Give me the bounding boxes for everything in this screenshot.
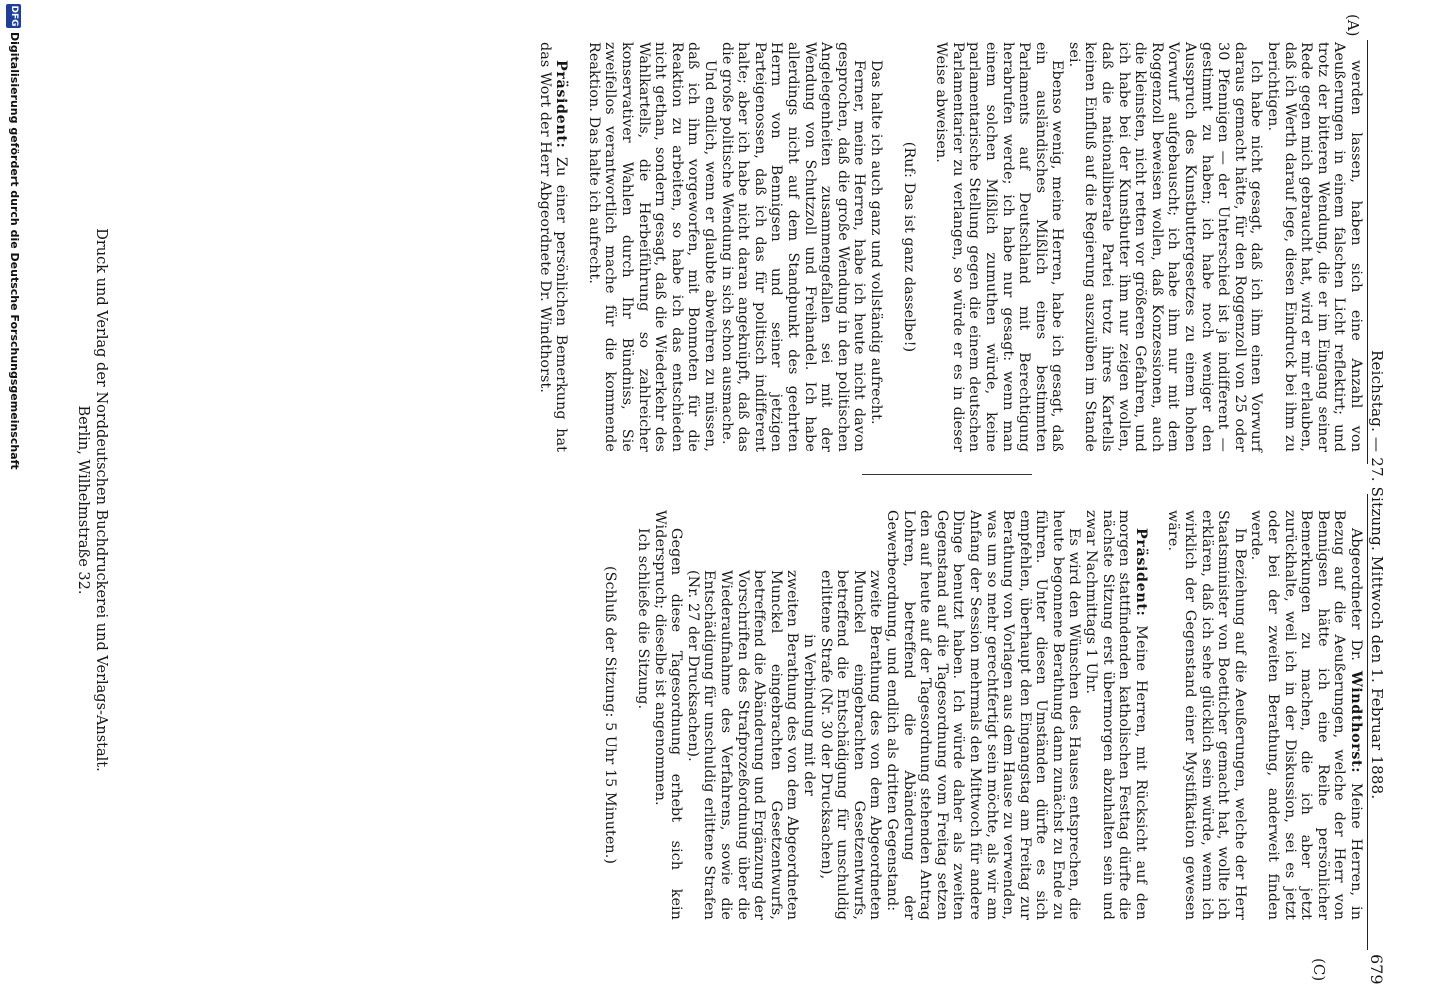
left-column [536,42,1364,452]
paragraph: In Beziehung auf die Aeußerungen, welche der Herr Staatsminister von Boetticher gemacht hat, wollte ich erklären, daß ich sehe glücklich sein würde, wenn ich wirklich der Gegenstand einer Mystifikation gewesen wäre. [1165,510,1248,920]
interjection: (Ruf: Das ist ganz dasselbe!) [900,141,917,353]
dfg-logo-icon: DFG [6,4,21,28]
speaker-text: Zu einer persönlichen Bemerkung hat das Wort der Herr Abgeordnete Dr. Windthorst. [536,42,570,452]
column-divider [862,474,1032,475]
paragraph: Gegen diese Tagesordnung erhebt sich kein Widerspruch; dieselbe ist angenommen. [651,510,685,920]
imprint-line: Berlin, Wilhelmstraße 32. [75,405,91,595]
paragraph: Ferner, meine Herren, habe ich heute nicht davon gesprochen, daß die große Wendung in den politischen Angelegenheiten zusammengefallen sei mit der Wendung von Schutzzoll und Freihandel. Ich habe allerdings nicht auf dem Standpunkt des geehrten Herrn von Bennigsen und seiner jetzigen Parteigenossen, daß ich das für politisch indifferent halte; aber ich habe nicht daran angeknüpft, daß das die große politische Wendung in sich schon ausmache. [718,42,868,452]
speaker-name: Windthorst: [1348,670,1364,774]
header-rule-left [1367,40,1368,464]
funding-footer [4,0,22,1000]
paragraph: Und endlich, wenn er glaubte abwehren zu müssen, daß ich ihm vorgeworfen, mit Bonmoten für die Reaktion zu arbeiten, so habe ich das entschieden nicht gethan, sondern gesagt, daß die Wiederkehr des Wahlkartells, die Herbeiführung so zahlreicher konservativer Wahlen durch Ihr Bündniss, Sie zweifellos verantwortlich mache für die kommende Reaktion. Das halte ich aufrecht. [585,42,719,452]
agenda-item: zweite Berathung des von dem Abgeordneten Munckel eingebrachten Gesetzentwurfs, betreffend die Entschädigung für unschuldig erlittene Strafe (Nr. 30 der Drucksachen), [817,570,884,920]
page-number: 679 [1367,954,1386,985]
speaker-intro: Abgeordneter Dr. [1348,528,1364,662]
paragraph: Ebenso wenig, meine Herren, habe ich gesagt, daß ein ausländisches Mißlich eines bestimmten Parlaments auf Deutschland mit Berechtigung herabrufen werde; ich habe nur gesagt: wenn man einem solchen Mißlich zumuthen würde, keine parlamentarische Stellung gegen die einem deutschen Parlamentarier zu verlangen, so würde er es in dieser Weise abweisen. [933,42,1066,452]
speaker-name: Präsident: [553,60,570,149]
agenda-connector: in Verbindung mit der [801,634,817,796]
funding-notice: Digitalisierung gefördert durch die Deutsche Forschungsgemeinschaft [8,32,21,470]
paragraph: Es wird den Wünschen des Hauses entsprechen, die heute begonnene Berathung dann zunächst zu Ende zu führen. Unter diesen Umständen dürfte es sich empfehlen, überhaupt den Eingangstag am Freitag zur Berathung von Vorlagen aus dem Hause zu verwenden, was um so mehr gerechtfertigt sein möchte, als wir am Anfang der Session mehrmals den Mittwoch für andere Dinge benutzt haben. Ich würde daher als zweiten Gegenstand auf die Tagesordnung vom Freitag setzen den auf heute auf der Tagesordnung stehenden Antrag Lohren, betreffend die Abänderung der Gewerbeordnung, und endlich als dritten Gegenstand: [883,510,1083,920]
printer-imprint [74,80,110,920]
speaker-paragraph [1248,510,1364,920]
speaker-text: Meine Herren, in Bezug auf die Aeußerungen, welche der Herr von Bennigsen hätte ich eine Reihe persönlicher Bemerkungen zu machen, die ich aber jetzt zurückhalte, weil ich in der Diskussion, sei es jetzt oder bei der zweiten Berathung, anderweit finden werde. [1248,510,1364,920]
paragraph: Ich schließe die Sitzung. [635,528,652,710]
header-rule-right [1367,494,1368,950]
closing-note: (Schluß der Sitzung: 5 Uhr 15 Minuten.) [602,565,619,865]
speaker-paragraph [1083,510,1149,920]
speaker-paragraph [536,42,569,452]
agenda-item: zweiten Berathung des von dem Abgeordneten Munckel eingebrachten Gesetzentwurfs, betreffend die Abänderung und Ergänzung der Vorschriften des Strafprozeßordnung über die Wiederaufnahme des Verfahrens, sowie die Entschädigung für unschuldig erlittene Strafen (Nr. 27 der Drucksachen). [684,570,801,920]
column-marker-left: (A) [1344,14,1362,37]
running-title: Reichstag. — 27. Sitzung. Mittwoch den 1. Februar 1888. [1368,350,1386,800]
speaker-text: Meine Herren, mit Rücksicht auf den morgen stattfindenden katholischen Festtag dürfte die nächste Sitzung erst übermorgen abzuhalten sein und zwar Nachmittags 1 Uhr. [1083,510,1149,920]
paragraph: Ich habe nicht gesagt, daß ich ihm einen Vorwurf daraus gemacht hätte, für den Roggenzoll von 25 oder 30 Pfennigen — der Unterschied ist ja indifferent — gestimmt zu haben; ich habe noch weniger den Ausspruch des Kunstbuttergesetzes zu einem hohen Vorwurf aufgebauscht; ich habe ihm nur mit dem Roggenzoll beweisen wollen, daß Konzessionen, auch die kleinsten, nicht retten vor größeren Gefahren, und ich habe bei der Kunstbutter ihm nur zeigen wollen, daß die nationalliberale Partei trotz ihres Kartells keinen Einfluß auf die Regierung auszuüben im Stande sei. [1065,42,1265,452]
paragraph: Das halte ich auch ganz und vollständig aufrecht. [867,60,884,425]
paragraph: werden lassen, haben sich eine Anzahl von Aeußerungen in einem falschen Licht reflektirt; und trotz der bitteren Wendung, die er im Eingang seiner Rede gegen mich gebraucht hat, wird er mir erlauben, daß ich Werth darauf lege, diesen Eindruck bei ihm zu berichtigen. [1265,42,1364,452]
speaker-name: Präsident: [1132,528,1149,617]
column-marker-right: (C) [1310,958,1328,982]
right-column [602,510,1364,920]
imprint-line: Druck und Verlag der Norddeutschen Buchdruckerei und Verlags-Anstalt. [93,228,109,772]
